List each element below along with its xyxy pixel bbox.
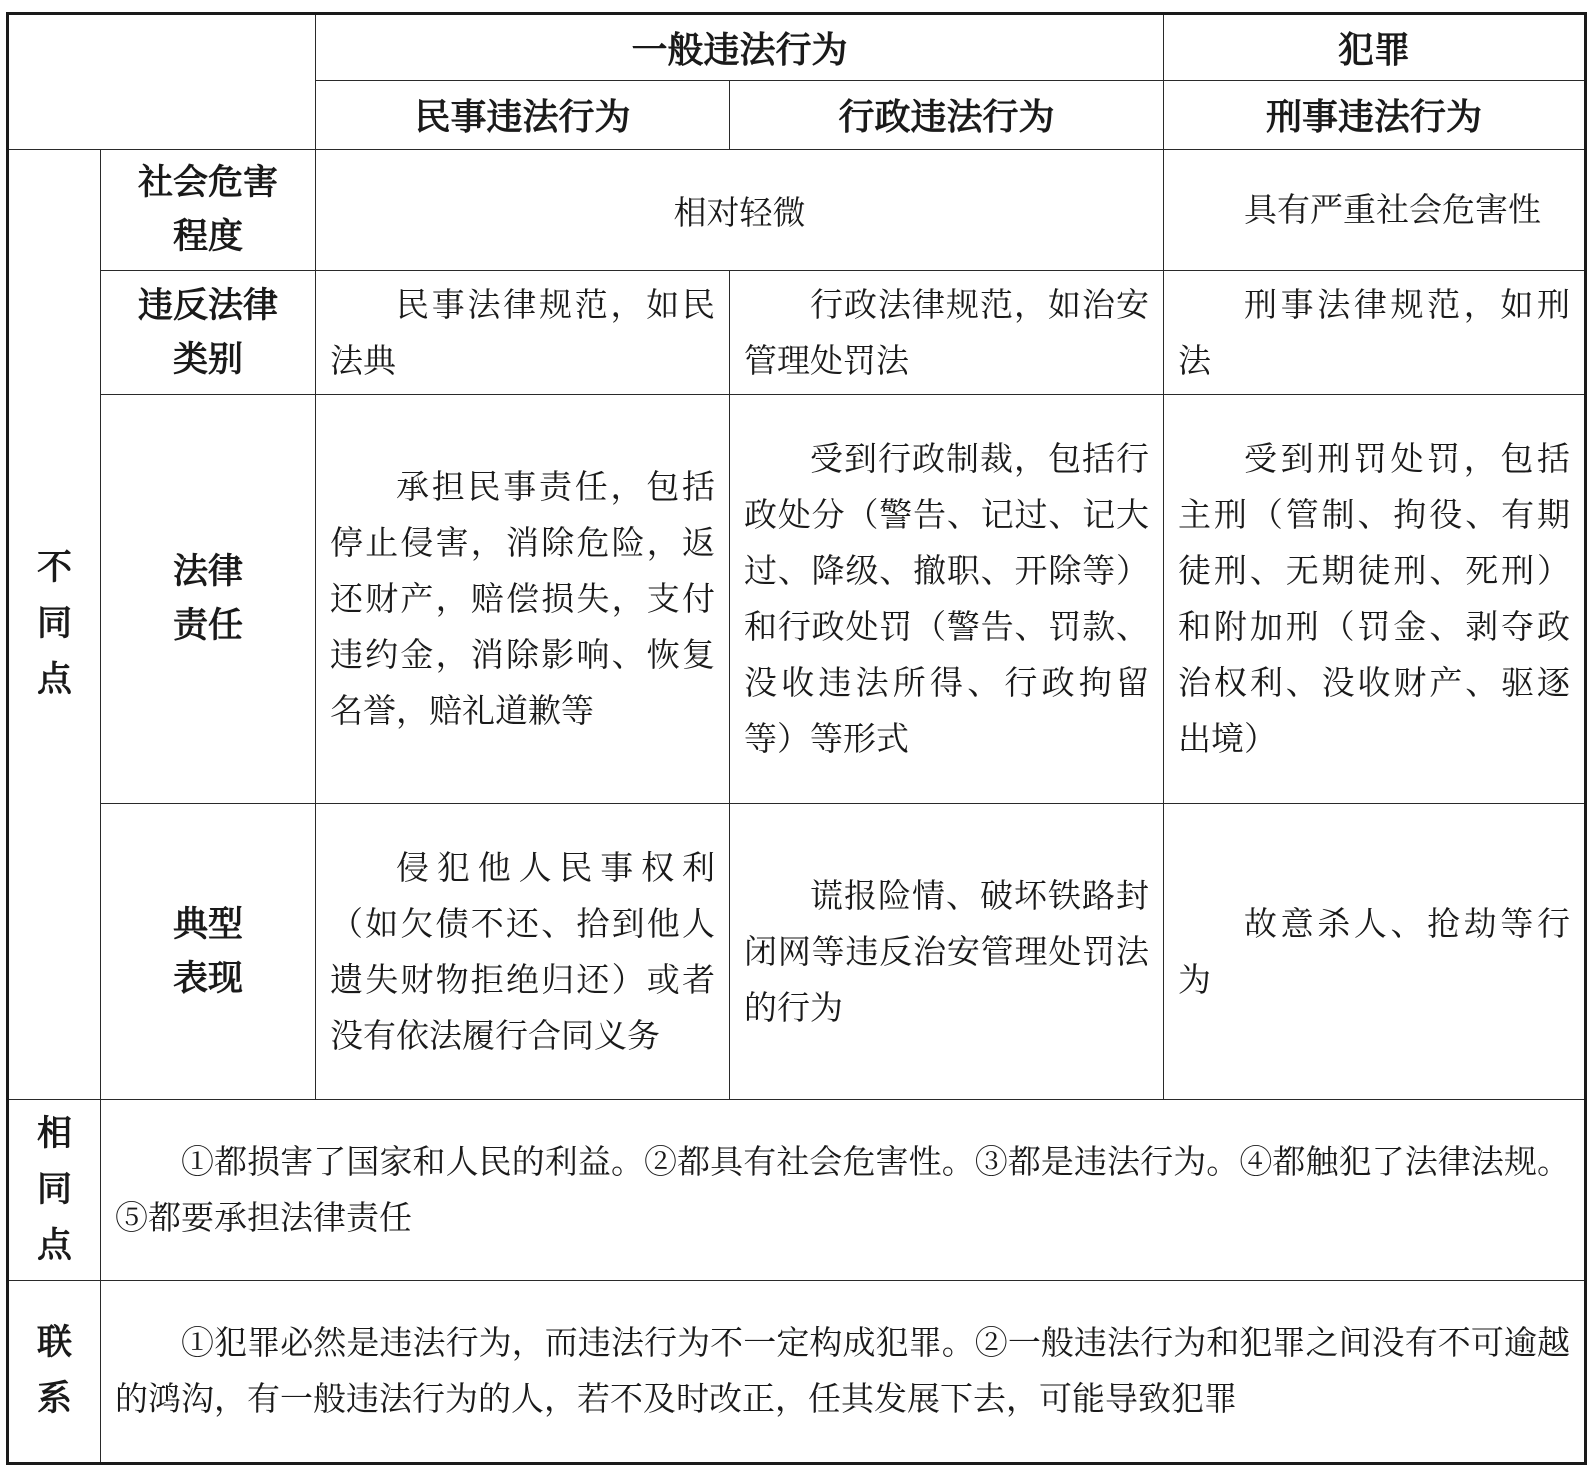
cell-typical-admin: 谎报险情、破坏铁路封闭网等违反治安管理处罚法的行为	[730, 804, 1164, 1100]
header-crime: 犯罪	[1164, 14, 1586, 81]
header-corner	[8, 14, 316, 150]
cell-harm-general: 相对轻微	[316, 149, 1164, 271]
cell-law-type-criminal: 刑事法律规范，如刑法	[1164, 271, 1586, 395]
header-row-1	[8, 14, 1586, 81]
label-typical-behavior: 典型表现	[101, 804, 316, 1100]
label-differences: 不 同 点	[8, 149, 101, 1099]
label-legal-liability: 法律责任	[101, 394, 316, 803]
header-criminal-violation: 刑事违法行为	[1164, 80, 1586, 149]
header-general-violation: 一般违法行为	[316, 14, 1164, 81]
cell-typical-civil: 侵犯他人民事权利（如欠债不还、拾到他人遗失财物拒绝归还）或者没有依法履行合同义务	[316, 804, 730, 1100]
cell-similarities: ①都损害了国家和人民的利益。②都具有社会危害性。③都是违法行为。④都触犯了法律法规。⑤都要承担法律责任	[101, 1100, 1586, 1280]
row-connection	[8, 1280, 1586, 1463]
label-law-type: 违反法律类别	[101, 271, 316, 395]
header-admin-violation: 行政违法行为	[730, 80, 1164, 149]
label-harm-degree: 社会危害程度	[101, 149, 316, 271]
cell-liability-admin: 受到行政制裁，包括行政处分（警告、记过、记大过、降级、撤职、开除等）和行政处罚（警告、罚款、没收违法所得、行政拘留等）等形式	[730, 394, 1164, 803]
cell-law-type-admin: 行政法律规范，如治安管理处罚法	[730, 271, 1164, 395]
comparison-table	[6, 12, 1587, 1465]
cell-law-type-civil: 民事法律规范，如民法典	[316, 271, 730, 395]
cell-connection: ①犯罪必然是违法行为，而违法行为不一定构成犯罪。②一般违法行为和犯罪之间没有不可逾越的鸿沟，有一般违法行为的人，若不及时改正，任其发展下去，可能导致犯罪	[101, 1280, 1586, 1463]
header-civil-violation: 民事违法行为	[316, 80, 730, 149]
row-similarities	[8, 1100, 1586, 1280]
cell-harm-criminal: 具有严重社会危害性	[1164, 149, 1586, 271]
row-legal-liability	[8, 394, 1586, 803]
label-connection: 联 系	[8, 1280, 101, 1463]
cell-typical-criminal: 故意杀人、抢劫等行为	[1164, 804, 1586, 1100]
cell-liability-criminal: 受到刑罚处罚，包括主刑（管制、拘役、有期徒刑、无期徒刑、死刑）和附加刑（罚金、剥夺政治权利、没收财产、驱逐出境）	[1164, 394, 1586, 803]
row-typical-behavior	[8, 804, 1586, 1100]
row-law-type	[8, 271, 1586, 395]
label-similarities: 相 同 点	[8, 1100, 101, 1280]
row-harm-degree	[8, 149, 1586, 271]
cell-liability-civil: 承担民事责任，包括停止侵害，消除危险，返还财产，赔偿损失，支付违约金，消除影响、恢复名誉，赔礼道歉等	[316, 394, 730, 803]
